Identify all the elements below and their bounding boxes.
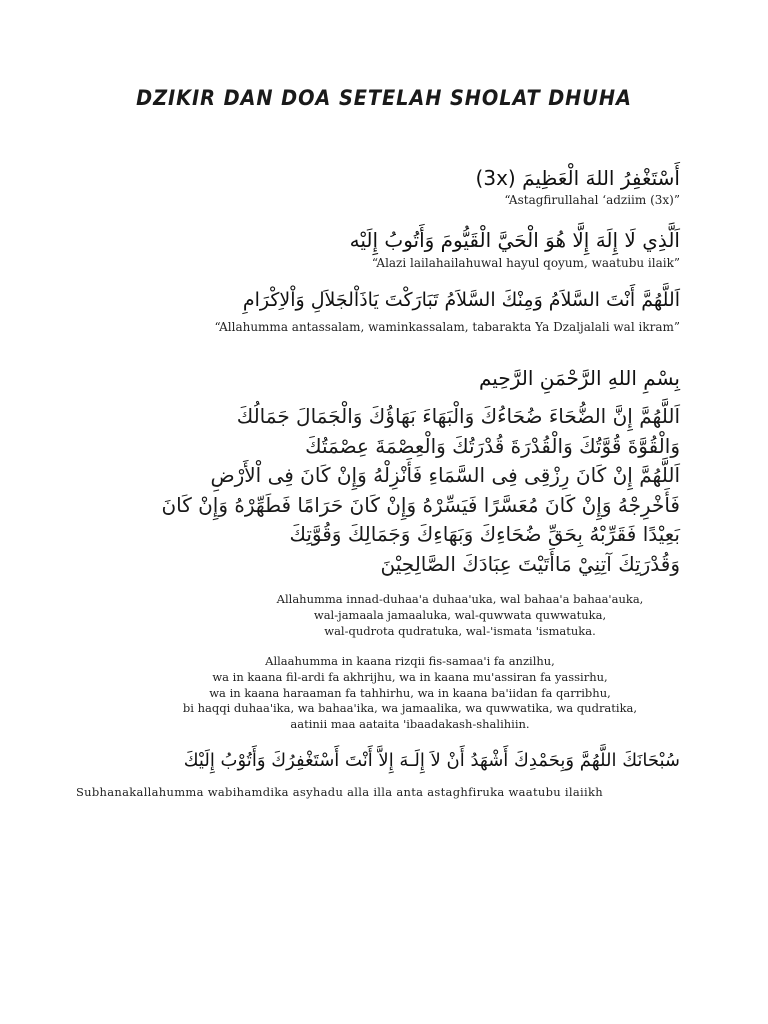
doa-dhuha-latin-2: [130, 654, 690, 733]
doa-latin-line: wa in kaana haraaman fa tahhirhu, wa in kaana ba'iidan fa qarribhu,: [209, 685, 611, 700]
istighfar-latin: “Astagfirullahal ‘adziim (3x)”: [504, 193, 680, 207]
page-title: DZIKIR DAN DOA SETELAH SHOLAT DHUHA: [136, 86, 632, 110]
antassalam-latin: “Allahumma antassalam, waminkassalam, tabarakta Ya Dzaljalali wal ikram”: [214, 320, 680, 334]
istighfar-arabic: أَسْتَغْفِرُ اللهَ الْعَظِيمَ (3x): [475, 166, 680, 190]
basmalah-arabic: بِسْمِ اللهِ الرَّحْمَنِ الرَّحِيم: [478, 366, 680, 390]
doa-latin-line: wa in kaana fil-ardi fa akhrijhu, wa in kaana mu'assiran fa yassirhu,: [212, 669, 608, 684]
doa-latin-line: Allaahumma in kaana rizqii fis-samaa'i fa anzilhu,: [265, 654, 555, 668]
kafaratul-majlis-arabic: سُبْحَانَكَ اللَّهُمَّ وَبِحَمْدِكَ أَشْهَدُ أَنْ لاَ إِلَـهَ إِلاَّ أَنْتَ أَسْتَغْفِرُكَ وَأَتُوْبُ إِلَيْكَ: [183, 750, 680, 771]
doa-arabic-line: بَعِيْدًا فَقَرِّبْهُ بِحَقِّ ضُحَاءِكَ وَبَهَاءِكَ وَجَمَالِكَ وَقُوَّتِكَ: [289, 522, 680, 546]
doa-arabic-line: اَللَّهُمَّ إِنْ كَانَ رِزْقِى فِى السَّمَاءِ فَأَنْزِلْهُ وَإِنْ كَانَ فِى اْلأَرْضِ: [210, 463, 680, 487]
doa-arabic-line: وَقُدْرَتِكَ آتِنِيْ مَاأَتَيْتَ عِبَادَكَ الصَّالِحِيْنَ: [380, 551, 680, 576]
doa-latin-line: bi haqqi duhaa'ika, wa bahaa'ika, wa jamaalika, wa quwwatika, wa qudratika,: [182, 701, 638, 716]
doa-latin-line: wal-qudrota qudratuka, wal-'ismata 'ismatuka.: [324, 623, 596, 638]
kafaratul-majlis-latin: Subhanakallahumma wabihamdika asyhadu alla illa anta astaghfiruka waatubu ilaiikh: [76, 785, 603, 799]
doa-arabic-line: اَللَّهُمَّ إِنَّ الضُّحَاءَ ضُحَاءُكَ وَالْبَهَاءَ بَهَاؤُكَ وَالْجَمَالَ جَمَالُكَ: [236, 404, 680, 428]
alazi-latin: “Alazi lailahailahuwal hayul qoyum, waatubu ilaik”: [371, 256, 680, 270]
doa-dhuha-latin-1: [230, 592, 690, 639]
doa-latin-line: aatinii maa aataita 'ibaadakash-shalihiin.: [290, 717, 530, 732]
doa-latin-line: Allahumma innad-duhaa'a duhaa'uka, wal bahaa'a bahaa'auka,: [276, 592, 644, 606]
doa-latin-line: wal-jamaala jamaaluka, wal-quwwata quwwatuka,: [313, 607, 607, 622]
doa-arabic-line: وَالْقُوَّةَ قُوَّتُكَ وَالْقُدْرَةَ قُدْرَتُكَ وَالْعِصْمَةَ عِصْمَتُكَ: [305, 433, 680, 458]
doa-arabic-line: فَأَخْرِجْهُ وَإِنْ كَانَ مُعَسَّرًا فَيَسِّرْهُ وَإِنْ كَانَ حَرَامًا فَطَهِّرْهُ وَإِنْ كَانَ: [161, 492, 680, 517]
antassalam-arabic: اَللَّهُمَّ أَنْتَ السَّلاَمُ وَمِنْكَ السَّلاَمُ تَبَارَكْتَ يَاذَاْلجَلاَلِ وَاْلاِكْرَامِ: [242, 289, 680, 311]
alazi-arabic: اَلَّذِي لَا إِلَهَ إِلَّا هُوَ الْحَيَّ الْقَيُّومَ وَأَتُوبُ إِلَيْه: [349, 228, 680, 252]
doa-dhuha-arabic: [80, 402, 680, 579]
